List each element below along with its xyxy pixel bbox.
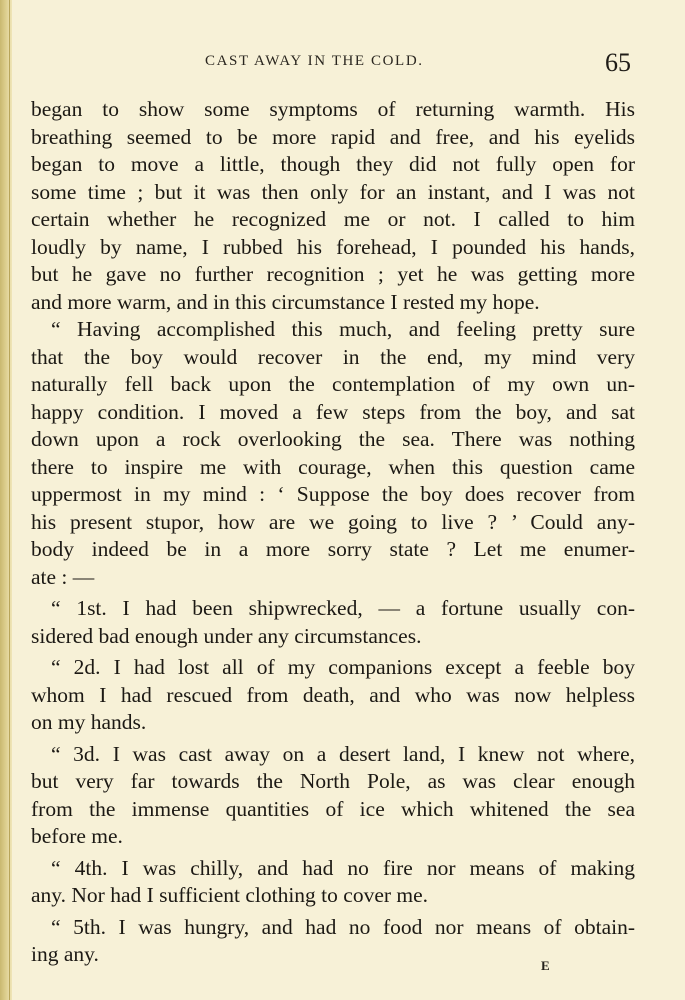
list-item-first: “ 1st. I had been shipwrecked, — a fortune usually con- — [51, 596, 635, 620]
text-line: whom I had rescued from death, and who was now helpless — [31, 682, 635, 707]
text-line: there to inspire me with courage, when this question came — [31, 454, 635, 479]
text-line: ing any. — [31, 942, 99, 966]
list-item-third: “ 3d. I was cast away on a desert land, I knew not where, — [51, 741, 635, 766]
paragraph-start-line: “ Having accomplished this much, and feeling pretty sure — [51, 317, 635, 341]
text-line: sidered bad enough under any circumstances. — [31, 623, 422, 648]
text-line: before me. — [31, 824, 123, 848]
text-line: that the boy would recover in the end, my mind very — [31, 344, 635, 369]
list-item-fifth: “ 5th. I was hungry, and had no food nor means of obtain- — [51, 914, 635, 939]
page-spine-edge — [0, 0, 12, 1000]
list-item-second: “ 2d. I had lost all of my companions except a feeble boy — [51, 655, 635, 679]
signature-mark: E — [541, 958, 551, 973]
text-line: ate : — — [31, 564, 95, 589]
text-line: but he gave no further recognition ; yet he was getting more — [31, 262, 635, 286]
text-line: down upon a rock overlooking the sea. There was nothing — [31, 427, 635, 451]
text-line: body indeed be in a more sorry state ? Let me enumer- — [31, 537, 635, 561]
gutter-line — [9, 0, 10, 1000]
text-line: from the immense quantities of ice which whitened the sea — [31, 796, 635, 821]
text-line: began to move a little, though they did not fully open for — [31, 152, 635, 176]
text-line: on my hands. — [31, 710, 147, 734]
page-number: 65 — [605, 48, 631, 77]
running-head — [0, 48, 685, 78]
text-line: began to show some symptoms of returning warmth. His — [31, 97, 635, 121]
text-line: naturally fell back upon the contemplation of my own un- — [31, 372, 635, 396]
text-line: breathing seemed to be more rapid and free, and his eyelids — [31, 124, 635, 149]
text-line: uppermost in my mind : ‘ Suppose the boy does recover from — [31, 482, 635, 506]
text-line: and more warm, and in this circumstance I rested my hope. — [31, 289, 540, 314]
text-line: any. Nor had I sufficient clothing to cover me. — [31, 883, 429, 907]
list-item-fourth: “ 4th. I was chilly, and had no fire nor means of making — [51, 855, 635, 880]
text-line: loudly by name, I rubbed his forehead, I pounded his hands, — [31, 234, 635, 259]
running-title: CAST AWAY IN THE COLD. — [205, 53, 424, 69]
text-line: certain whether he recognized me or not. I called to him — [31, 207, 635, 231]
body-text — [31, 96, 635, 969]
text-line: but very far towards the North Pole, as was clear enough — [31, 769, 635, 793]
text-line: happy condition. I moved a few steps from the boy, and sat — [31, 399, 635, 424]
text-line: his present stupor, how are we going to live ? ’ Could any- — [31, 509, 635, 534]
text-line: some time ; but it was then only for an instant, and I was not — [31, 179, 635, 204]
